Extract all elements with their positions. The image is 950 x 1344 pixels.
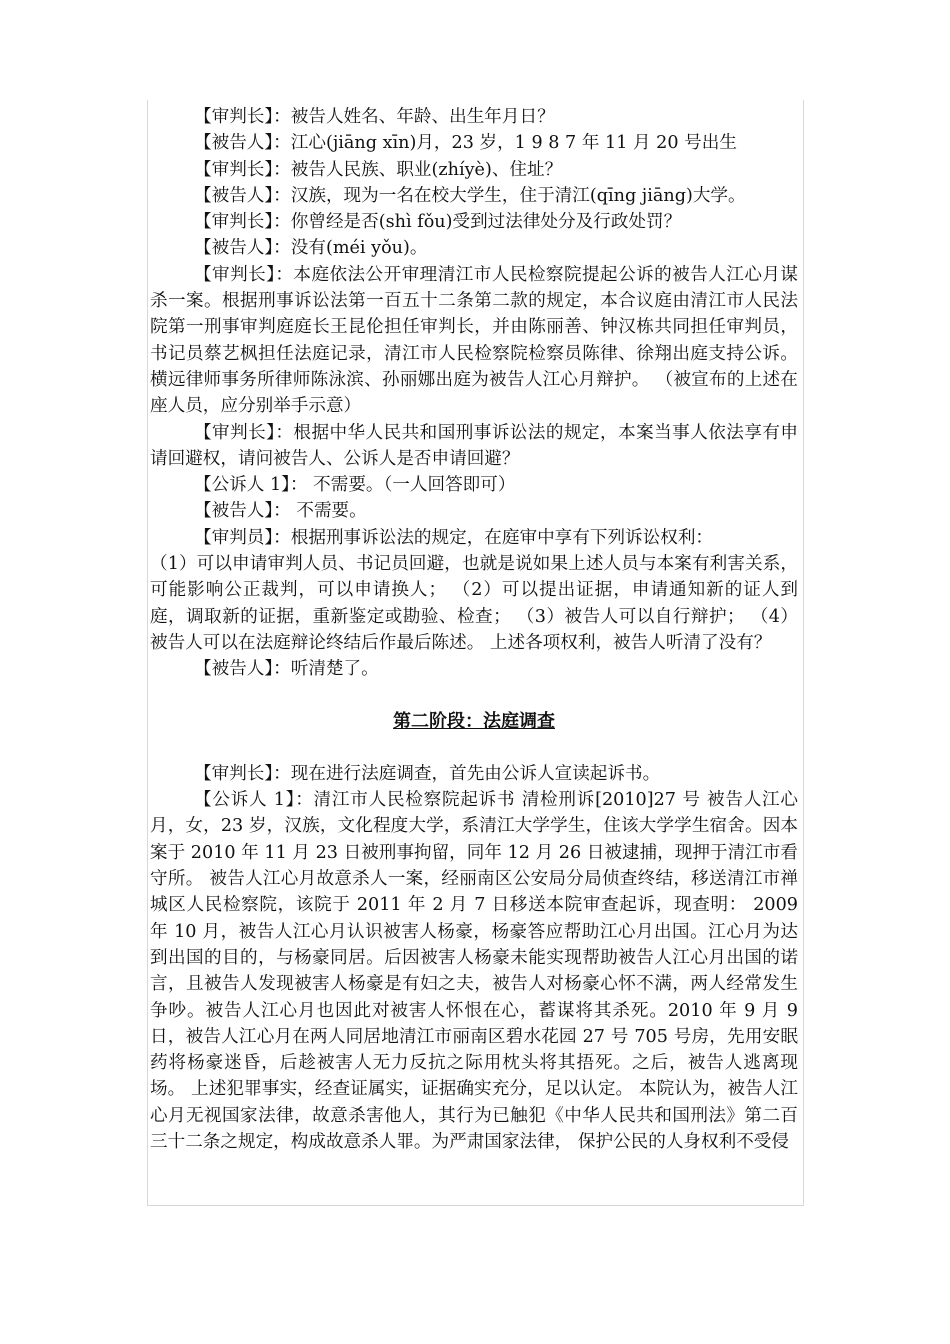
dialogue-line: 【审判长】：被告人民族、职业(zhíyè)、住址？ bbox=[194, 159, 563, 180]
dialogue-line: 【被告人】：江心(jiāng xīn)月，23 岁，1 9 8 7 年 11 月 20 号出生 bbox=[194, 133, 737, 154]
dialogue-line: 【被告人】：听清楚了。 bbox=[194, 659, 379, 680]
dialogue-line: 【公诉人 1】： 不需要。（一人回答即可） bbox=[194, 475, 516, 496]
dialogue-line: 【审判长】：你曾经是否(shì fǒu)受到过法律处分及行政处罚？ bbox=[194, 212, 682, 233]
dialogue-line: 【被告人】：汉族，现为一名在校大学生，住于清江(qīng jiāng)大学。 bbox=[194, 185, 746, 206]
indictment-paragraph: 【公诉人 1】：清江市人民检察院起诉书 清检刑诉[2010]27 号 被告人江心月，女，23 岁，汉族，文化程度大学，系清江大学学生，住该大学学生宿舍。因本案于 2010 年 11 月 23 日被刑事拘留，同年 12 月 26 日被逮捕，现押于清江市看守所。 被告人江心月故意杀人一案，经丽南区公安局分局侦查终结，移送清江市禅城区人民检察院，该院于 2011 年 2 月 7 日移送本院审查起诉，现查明： 2009 年 10 月，被告人江心月认识被害人杨豪，杨豪答应帮助江心月出国。江心月为达到出国的目的，与杨豪同居。后因被害人杨豪未能实现帮助被告人江心月出国的诺言，且被告人发现被害人杨豪是有妇之夫，被告人对杨豪心怀不满，两人经常发生争吵。被告人江心月也因此对被害人怀恨在心，蓄谋将其杀死。2010 年 9 月 9 日，被告人江心月在两人同居地清江市丽南区碧水花园 27 号 705 号房，先用安眠药将杨豪迷昏，后趁被害人无力反抗之际用枕头将其捂死。之后，被告人逃离现场。 上述犯罪事实，经查证属实，证据确实充分，足以认定。 本院认为，被告人江心月无视国家法律，故意杀害他人，其行为已触犯《中华人民共和国刑法》第二百三十二条之规定，构成故意杀人罪。为严肃国家法律， 保护公民的人身权利不受侵 bbox=[150, 790, 804, 1152]
dialogue-line: 【被告人】：没有(méi yǒu)。 bbox=[194, 238, 428, 259]
dialogue-line: 【审判长】：根据中华人民共和国刑事诉讼法的规定，本案当事人依法享有申请回避权，请问被告人、公诉人是否申请回避？ bbox=[150, 422, 798, 469]
dialogue-line: 【审判长】：被告人姓名、年龄、出生年月日？ bbox=[194, 107, 555, 127]
dialogue-line: 【审判长】：本庭依法公开审理清江市人民检察院提起公诉的被告人江心月谋杀一案。根据刑事诉讼法第一百五十二条第二款的规定，本合议庭由清江市人民法院第一刑事审判庭庭长王昆伦担任审判长，并由陈丽善、钟汉栋共同担任审判员，书记员蔡艺枫担任法庭记录，清江市人民检察院检察员陈律、徐翔出庭支持公诉。横远律师事务所律师陈泳滨、孙丽娜出庭为被告人江心月辩护。 （被宣布的上述在座人员，应分别举手示意） bbox=[150, 264, 798, 417]
rights-paragraph: （1）可以申请审判人员、书记员回避，也就是说如果上述人员与本案有利害关系，可能影响公正裁判，可以申请换人； （2）可以提出证据，申请通知新的证人到庭，调取新的证据，重新鉴定或勘验、检查； （3）被告人可以自行辩护； （4）被告人可以在法庭辩论终结后作最后陈述。 上述各项权利，被告人听清了没有？ bbox=[150, 554, 798, 653]
document-body bbox=[150, 104, 804, 1155]
dialogue-line: 【审判员】：根据刑事诉讼法的规定，在庭审中享有下列诉讼权利： bbox=[194, 527, 714, 548]
section-heading: 第二阶段：法庭调查 bbox=[393, 710, 555, 732]
dialogue-line: 【审判长】：现在进行法庭调查，首先由公诉人宣读起诉书。 bbox=[194, 763, 661, 784]
dialogue-line: 【被告人】： 不需要。 bbox=[194, 501, 367, 522]
